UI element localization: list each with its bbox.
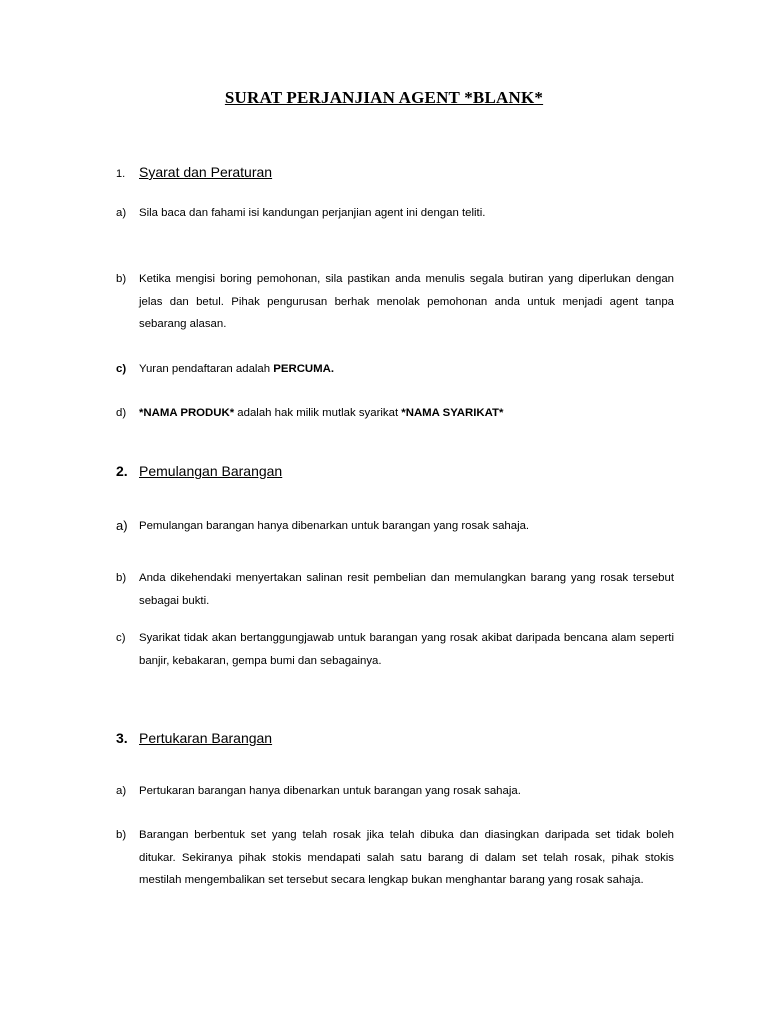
company-name-placeholder: *NAMA SYARIKAT* [401, 407, 504, 419]
section-2-heading [116, 463, 282, 479]
section-3-heading [116, 730, 272, 746]
clause-letter: b) [116, 572, 127, 584]
clause-letter: a) [116, 785, 127, 797]
clause-1a [116, 202, 674, 225]
section-title: Pemulangan Barangan [139, 463, 283, 479]
clause-2c [116, 627, 674, 672]
clause-text [139, 402, 674, 425]
clause-letter: d) [116, 407, 127, 419]
section-number: 2. [116, 463, 128, 479]
clause-text-plain: Yuran pendaftaran adalah [139, 363, 274, 375]
clause-letter: b) [116, 273, 127, 285]
clause-letter: a) [116, 207, 127, 219]
clause-1b [116, 268, 674, 336]
section-title: Syarat dan Peraturan [139, 164, 273, 180]
clause-text [139, 358, 674, 381]
clause-text: Ketika mengisi boring pemohonan, sila pastikan anda menulis segala butiran yang diperlukan dengan jelas dan betul. Pihak pengurusan berhak menolak pemohonan anda untuk menjadi agent tanpa sebarang alasan. [139, 273, 674, 330]
document-title: SURAT PERJANJIAN AGENT *BLANK* [224, 88, 544, 107]
clause-1d [116, 402, 674, 425]
clause-text: Sila baca dan fahami isi kandungan perjanjian agent ini dengan teliti. [139, 207, 486, 219]
clause-letter: c) [116, 363, 127, 375]
clause-text: Pemulangan barangan hanya dibenarkan untuk barangan yang rosak sahaja. [139, 520, 530, 532]
clause-text-plain: adalah hak milik mutlak syarikat [234, 407, 402, 419]
clause-3b [116, 824, 674, 892]
clause-2a [116, 515, 674, 538]
clause-text: Pertukaran barangan hanya dibenarkan untuk barangan yang rosak sahaja. [139, 785, 521, 797]
clause-text-bold: PERCUMA. [273, 363, 335, 375]
clause-text: Anda dikehendaki menyertakan salinan resit pembelian dan memulangkan barang yang rosak tersebut sebagai bukti. [139, 572, 674, 607]
clause-3a [116, 780, 674, 803]
section-number: 3. [116, 730, 128, 746]
product-name-placeholder: *NAMA PRODUK* [139, 407, 235, 419]
clause-text: Barangan berbentuk set yang telah rosak jika telah dibuka dan diasingkan daripada set tidak boleh ditukar. Sekiranya pihak stokis mendapati salah satu barang di dalam set telah rosak, pihak stokis mestilah mengembalikan set tersebut secara lengkap bukan menghantar barang yang rosak sahaja. [139, 829, 674, 886]
section-number: 1. [116, 168, 126, 180]
section-1-heading [116, 164, 272, 180]
clause-2b [116, 567, 674, 612]
clause-letter: a) [116, 518, 128, 533]
clause-1c [116, 358, 674, 381]
clause-letter: c) [116, 632, 126, 644]
clause-text: Syarikat tidak akan bertanggungjawab untuk barangan yang rosak akibat daripada bencana alam seperti banjir, kebakaran, gempa bumi dan sebagainya. [139, 632, 674, 667]
clause-letter: b) [116, 829, 127, 841]
section-title: Pertukaran Barangan [139, 730, 273, 746]
